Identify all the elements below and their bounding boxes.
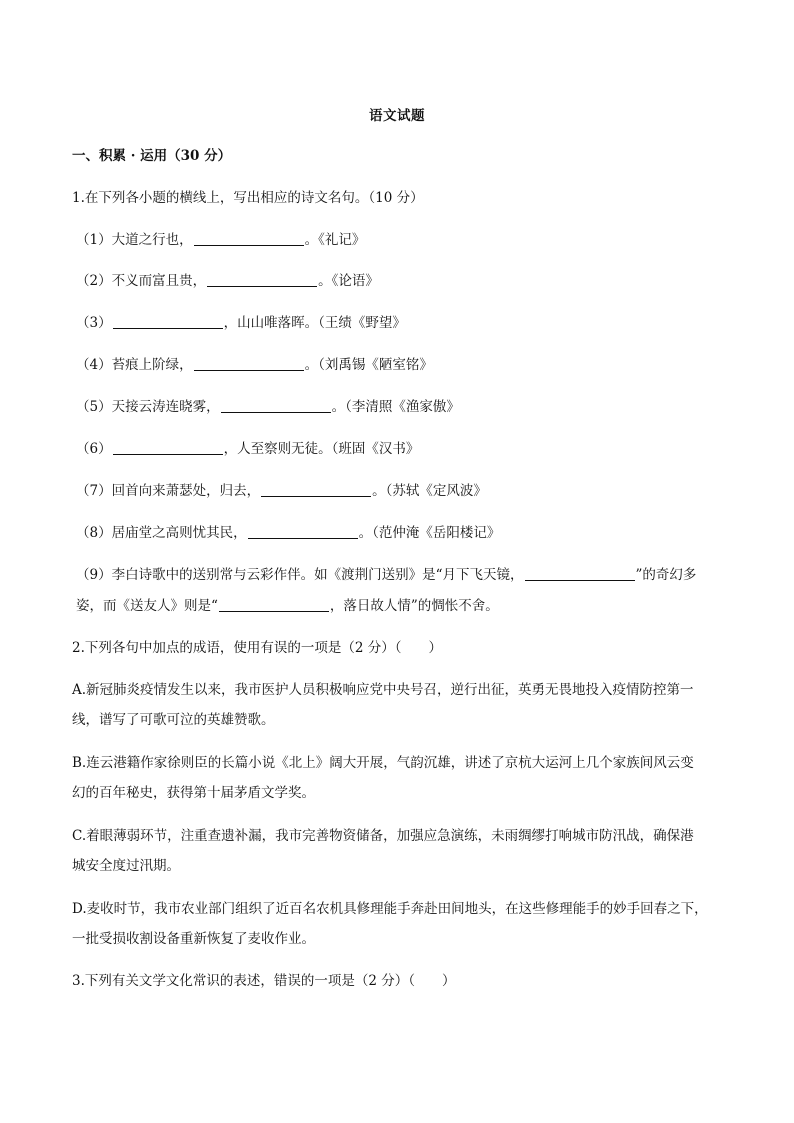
question-2-option-b-line-1: B.连云港籍作家徐则臣的长篇小说《北上》阔大开展，气韵沉雄，讲述了京杭大运河上几个家族间风云变 [72,755,694,771]
question-1-item-1: （1）大道之行也， 。《礼记》 [76,232,366,248]
question-1-item-2: （2）不义而富且贵， 。《论语》 [76,273,379,289]
question-2-option-c-line-1: C.着眼薄弱环节，注重查遗补漏，我市完善物资储备，加强应急演练，未雨绸缪打响城市防汛战，确保港 [72,828,694,844]
question-2-option-b-line-2: 幻的百年秘史，获得第十届茅盾文学奖。 [72,785,315,801]
answer-blank[interactable] [194,356,304,371]
question-1-item-5: （5）天接云涛连晓雾， 。（李清照《渔家傲》 [76,399,460,415]
answer-blank[interactable] [525,566,635,581]
answer-blank[interactable] [219,597,329,612]
question-1-item-3: （3） ，山山唯落晖。（王绩《野望》 [76,315,406,331]
question-2-option-d-line-1: D.麦收时节，我市农业部门组织了近百名农机具修理能手奔赴田间地头，在这些修理能手的妙手回春之下， [72,901,708,917]
question-1-item-4: （4）苔痕上阶绿， 。（刘禹锡《陋室铭》 [76,357,433,373]
answer-blank[interactable] [113,314,223,329]
answer-blank[interactable] [207,272,317,287]
answer-blank[interactable] [113,440,223,455]
question-2-option-a-line-1: A.新冠肺炎疫情发生以来，我市医护人员积极响应党中央号召，逆行出征，英勇无畏地投入疫情防控第一 [72,682,694,698]
answer-blank[interactable] [194,231,304,246]
question-2-option-a-line-2: 线，谱写了可歌可泣的英雄赞歌。 [72,712,275,728]
question-1-item-7: （7）回首向来萧瑟处，归去， 。（苏轼《定风波》 [76,483,487,499]
question-2-stem: 2.下列各句中加点的成语，使用有误的一项是（2 分）（ ） [72,640,443,656]
section-heading: 一、积累 · 运用（30 分） [72,148,232,164]
question-1-item-8: （8）居庙堂之高则忧其民， 。（范仲淹《岳阳楼记》 [76,525,501,541]
question-2-option-d-line-2: 一批受损收割设备重新恢复了麦收作业。 [72,931,315,947]
answer-blank[interactable] [221,398,331,413]
question-3-stem: 3.下列有关文学文化常识的表述，错误的一项是（2 分）（ ） [72,973,456,989]
question-2-option-c-line-2: 城安全度过汛期。 [72,858,180,874]
question-1-item-9-line-2: 姿，而《送友人》则是“ ，落日故人情”的惆怅不舍。 [76,598,499,614]
page-title: 语文试题 [369,108,425,124]
question-1-stem: 1.在下列各小题的横线上，写出相应的诗文名句。（10 分） [72,190,424,206]
question-1-item-6: （6） ，人至察则无徒。（班固《汉书》 [76,441,420,457]
answer-blank[interactable] [248,524,358,539]
answer-blank[interactable] [261,482,371,497]
question-1-item-9-line-1: （9）李白诗歌中的送别常与云彩作伴。如《渡荆门送别》是“月下飞天镜， ”的奇幻多 [76,567,697,583]
